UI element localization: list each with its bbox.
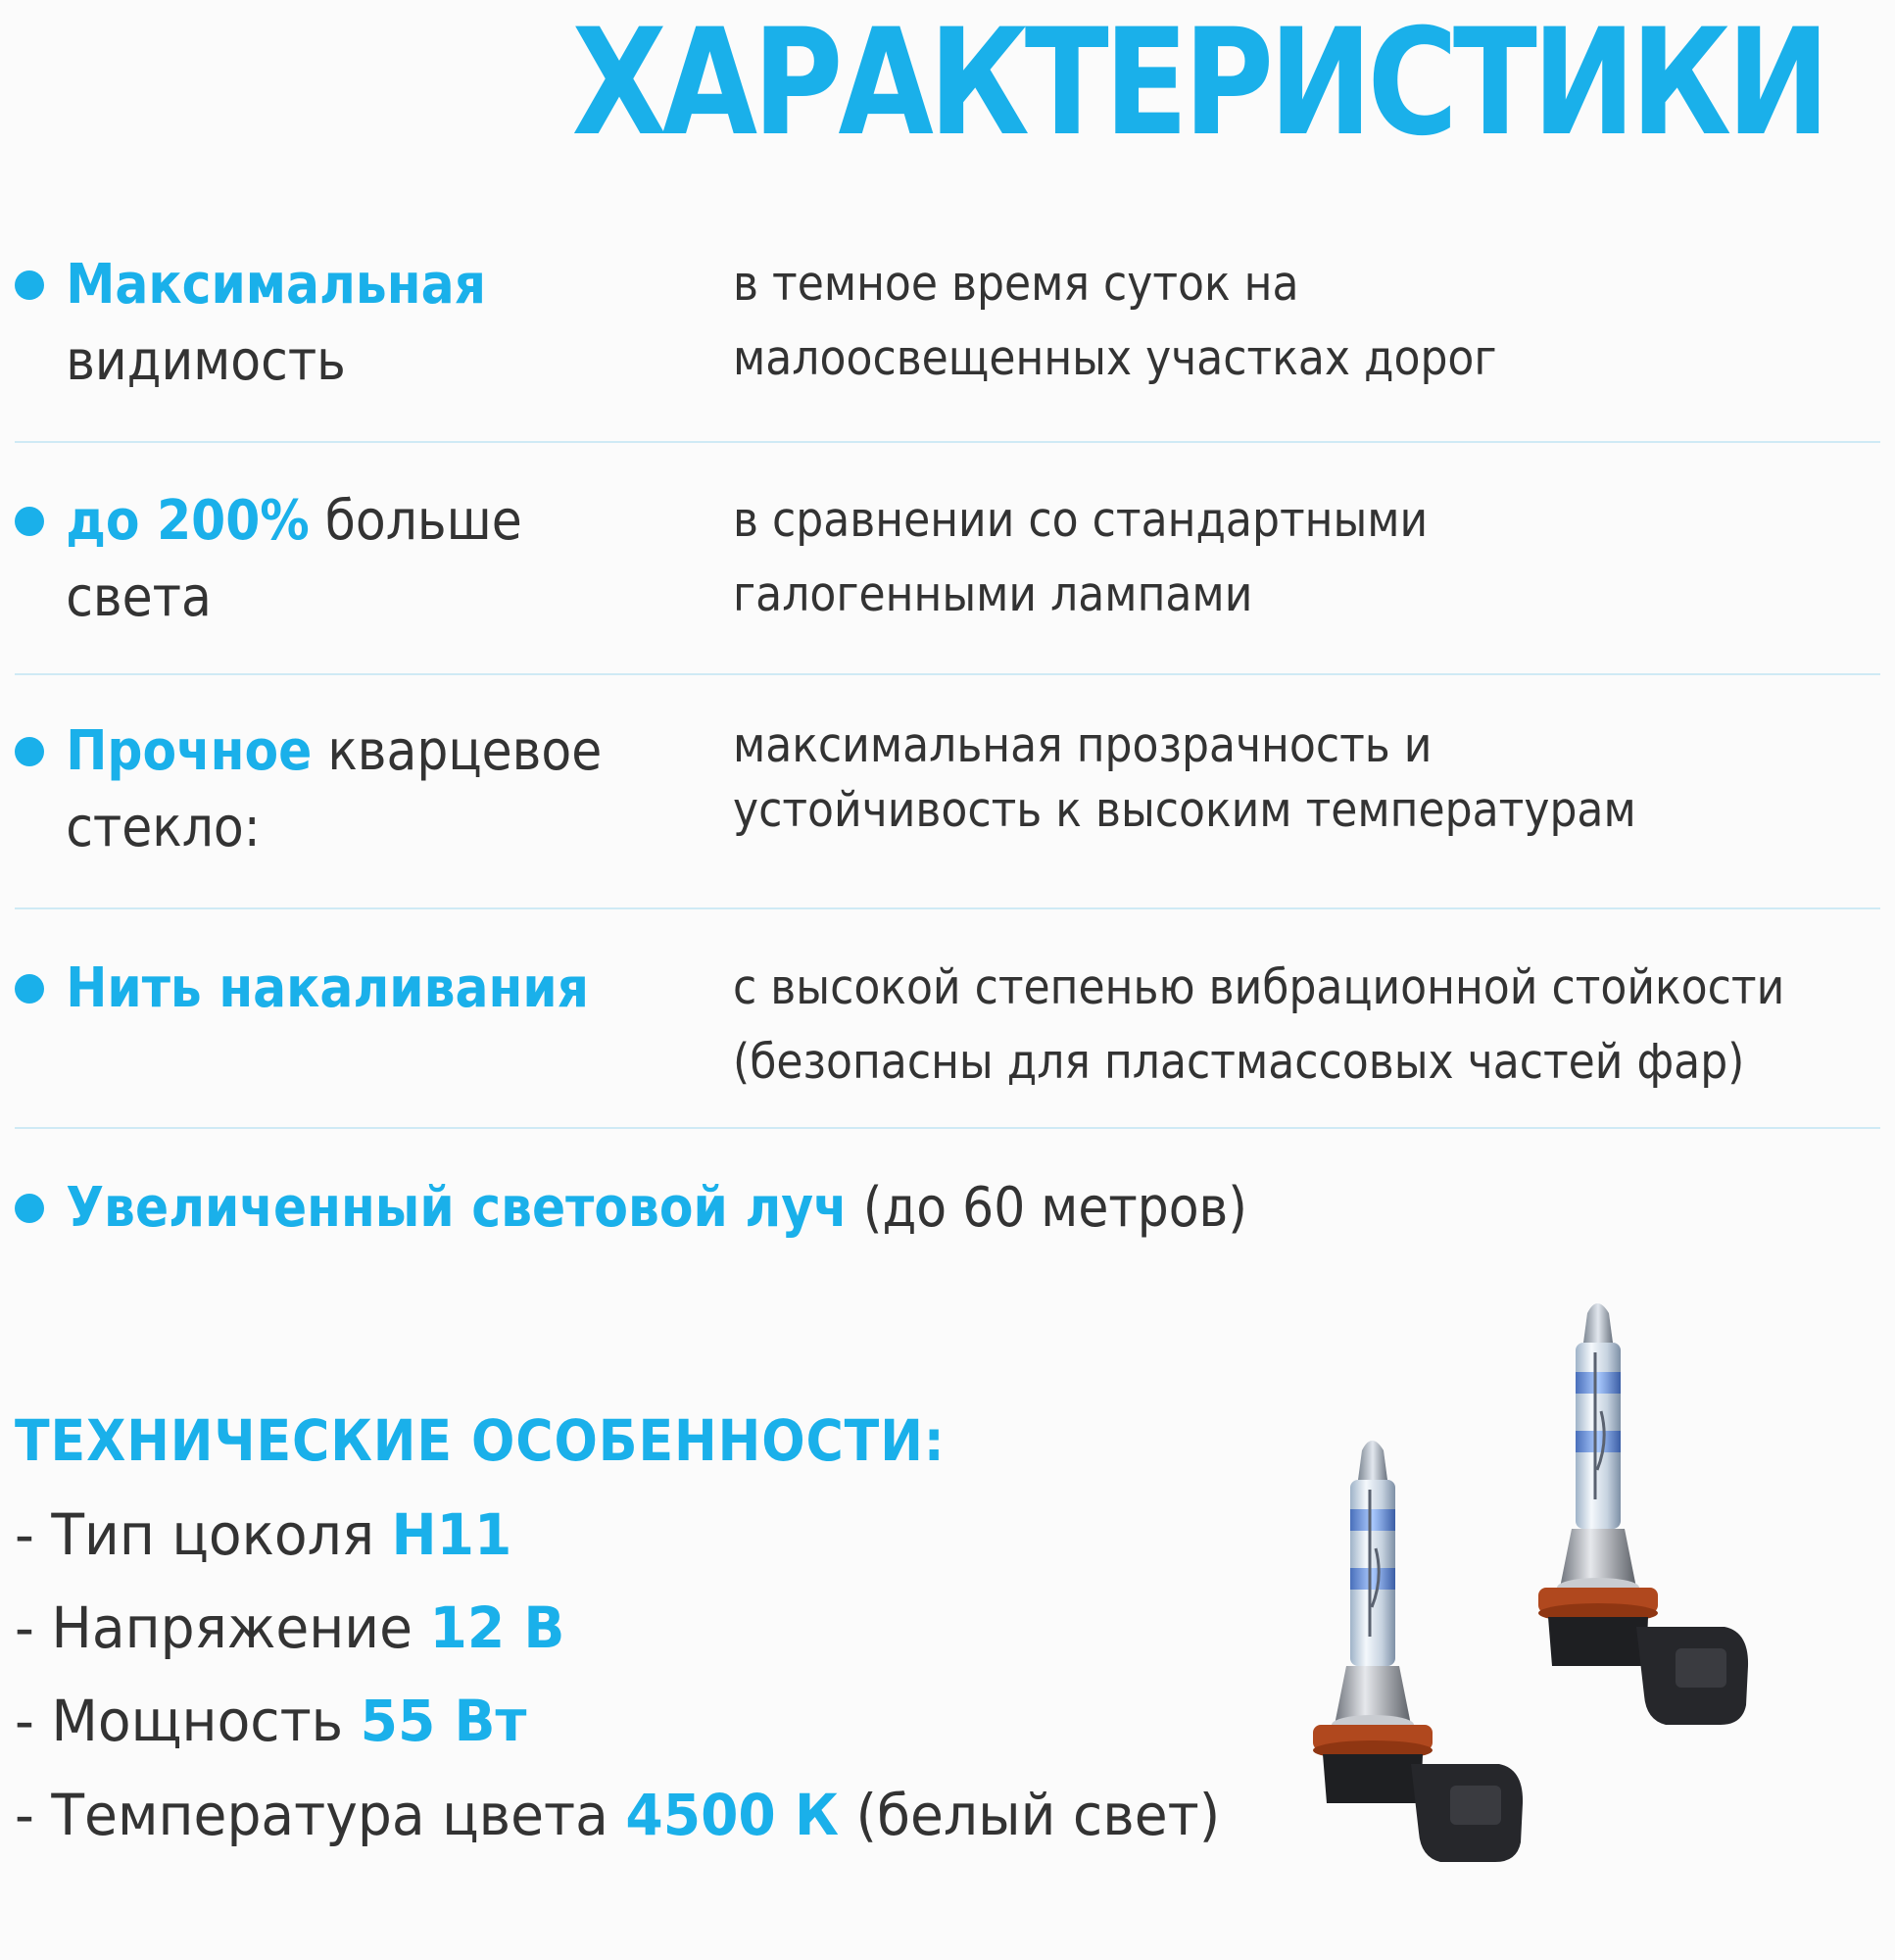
spec-label: - Температура цвета (15, 1782, 626, 1848)
feature-label-inline: кварцевое (312, 719, 603, 783)
feature-label-inline: больше (309, 489, 522, 553)
feature-label: света (66, 565, 212, 629)
bulb-icon (1538, 1303, 1748, 1725)
feature-accent: Нить накаливания (66, 956, 590, 1020)
spec-label: - Мощность (15, 1688, 361, 1754)
spec-value: 12 В (429, 1594, 565, 1661)
spec-label: - Напряжение (15, 1594, 430, 1661)
divider (15, 673, 1880, 675)
spec-socket (15, 1495, 511, 1574)
feature-accent: Прочное (66, 719, 313, 783)
spec-value: 4500 К (625, 1782, 839, 1848)
spec-power (15, 1682, 526, 1760)
feature-description-line: малоосвещенных участках дорог (733, 330, 1497, 386)
feature-description-line: в сравнении со стандартными (733, 492, 1429, 548)
spec-color-temperature (15, 1776, 1220, 1854)
feature-description-line: устойчивость к высоким температурам (733, 782, 1636, 838)
halogen-bulbs-image (1303, 1294, 1852, 1950)
feature-label: стекло: (66, 796, 261, 859)
divider (15, 441, 1880, 443)
tech-section-title: ТЕХНИЧЕСКИЕ ОСОБЕННОСТИ: (15, 1407, 946, 1474)
spec-voltage (15, 1589, 564, 1667)
feature-accent: Максимальная (66, 253, 486, 317)
spec-label: - Тип цоколя (15, 1501, 392, 1568)
feature-accent: Увеличенный световой луч (66, 1176, 848, 1240)
divider (15, 907, 1880, 909)
divider (15, 1127, 1880, 1129)
feature-accent: до 200% (66, 489, 310, 553)
bulb-icon (1313, 1441, 1523, 1862)
feature-label-inline: (до 60 метров) (847, 1176, 1247, 1240)
feature-label: видимость (66, 329, 346, 393)
spec-value: H11 (391, 1501, 512, 1568)
feature-description-line: в темное время суток на (733, 256, 1299, 312)
spec-value: 55 Вт (360, 1688, 527, 1754)
feature-description-line: с высокой степенью вибрационной стойкости (733, 959, 1785, 1015)
page-title: ХАРАКТЕРИСТИКИ (571, 0, 1825, 169)
feature-description-line: (безопасны для пластмассовых частей фар) (733, 1034, 1745, 1090)
feature-description-line: галогенными лампами (733, 566, 1253, 622)
spec-suffix: (белый свет) (838, 1782, 1221, 1848)
feature-description-line: максимальная прозрачность и (733, 717, 1433, 773)
